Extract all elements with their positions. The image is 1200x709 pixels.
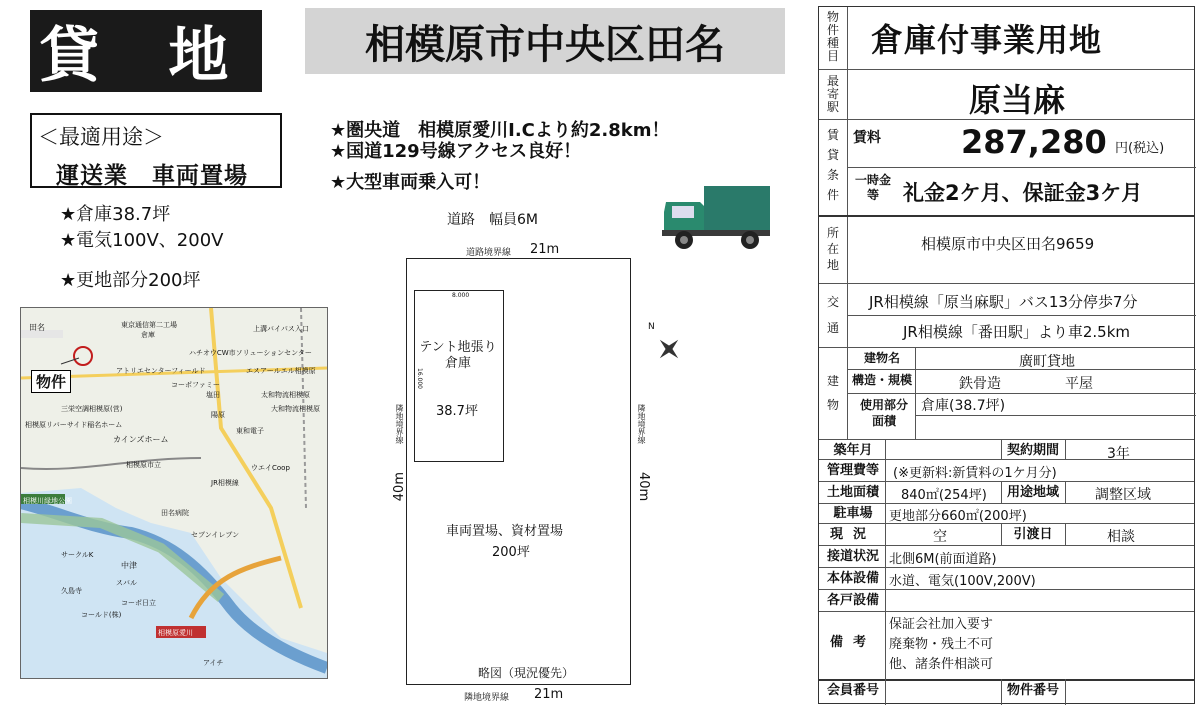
type-label: 物件種目: [826, 10, 839, 63]
warehouse-label: テント地張り倉庫: [419, 340, 497, 371]
spec-warehouse: ★倉庫38.7坪: [60, 204, 171, 225]
map-label: 東京通信第二工場: [121, 321, 177, 329]
map-label: 塩田: [206, 391, 220, 399]
map-label: 上溝バイパス入口: [253, 325, 309, 333]
handover-value: 相談: [1107, 529, 1135, 545]
traffic-label: 交通: [826, 295, 839, 335]
right-boundary-label: 隣地境界線: [637, 404, 646, 444]
bottom-boundary-label: 隣地境界線: [464, 693, 510, 703]
map-label: 田名病院: [161, 509, 189, 517]
type-value: 倉庫付事業用地: [871, 21, 1103, 59]
truck-icon: [660, 182, 772, 254]
north-label: N: [648, 322, 655, 332]
station-label: 最寄駅: [826, 74, 839, 114]
usage-area-value: 倉庫(38.7坪): [921, 398, 1006, 414]
map-label: 太和物流相模原: [261, 391, 310, 399]
road-access-value: 北側6M(前面道路): [889, 552, 997, 567]
yard-area: 200坪: [492, 545, 530, 560]
contract-value: 3年: [1107, 446, 1130, 462]
mgmt-label: 管理費等: [826, 463, 879, 478]
warehouse-width: 8.000: [452, 292, 470, 299]
property-info-panel: [818, 6, 1195, 704]
map-label: アトリエセンターフィールド: [116, 367, 206, 375]
traffic-line-2: JR相模線「番田駅」より車2.5km: [903, 323, 1131, 341]
facility-value: 水道、電気(100V,200V): [889, 574, 1036, 589]
map-label: コーポ日立: [121, 599, 156, 607]
map-label: カインズホーム: [113, 435, 169, 444]
land-area-label: 土地面積: [826, 485, 879, 500]
warehouse-height: 16.000: [416, 368, 423, 389]
north-arrow-icon: [654, 334, 684, 364]
parking-value: 更地部分660㎡(200坪): [889, 509, 1027, 524]
floors-value: 平屋: [1065, 376, 1093, 392]
map-label: サークルK: [61, 551, 94, 559]
lease-terms-label: 賃貸条件: [826, 128, 839, 202]
map-label: JR相模線: [211, 479, 239, 487]
address-value: 相模原市中央区田名9659: [921, 235, 1095, 253]
rent-unit: 円(税込): [1115, 141, 1165, 156]
status-value: 空: [933, 529, 947, 545]
building-name-label: 建物名: [863, 351, 900, 365]
top-boundary-label: 道路境界線: [466, 248, 512, 258]
best-use-box: [30, 113, 282, 188]
map-label: 相模原愛川: [158, 629, 193, 637]
listing-type-title: 貸 地: [30, 10, 262, 92]
map-label: 東和電子: [236, 427, 264, 435]
right-depth-label: 40m: [636, 472, 651, 502]
bottom-width-label: 21m: [534, 687, 564, 702]
address-label: 所在地: [826, 226, 839, 272]
map-label: セブンイレブン: [191, 531, 240, 539]
zoning-label: 用途地域: [1006, 485, 1059, 500]
contract-label: 契約期間: [1006, 443, 1059, 458]
mgmt-value: (※更新料:新賃料の1ケ月分): [893, 466, 1057, 481]
map-label: エスアールエル相模原: [246, 367, 316, 375]
structure-label: 構造・規模: [851, 373, 912, 387]
map-label: 倉庫: [141, 331, 155, 339]
map-label: 大和物流相模原: [271, 405, 320, 413]
left-boundary-label: 隣地境界線: [395, 404, 404, 444]
warehouse-rect: [414, 290, 504, 462]
onetime-label: 一時金等: [855, 173, 892, 202]
facility-label: 本体設備: [826, 571, 879, 586]
map-property-marker: 物件: [31, 370, 71, 393]
map-label: アイチ: [203, 659, 224, 667]
plan-note: 略図（現況優先）: [478, 666, 575, 680]
structure-value: 鉄骨造: [959, 376, 1001, 392]
map-label: コーポファミー: [171, 381, 220, 389]
status-label: 現況: [829, 527, 876, 542]
warehouse-area: 38.7坪: [436, 404, 478, 419]
road-access-label: 接道状況: [826, 549, 879, 564]
map-label: 中津: [121, 561, 137, 570]
map-label: 相模川緑地公園: [23, 497, 72, 505]
zoning-value: 調整区域: [1095, 487, 1151, 503]
best-use-heading: ＜最適用途＞: [38, 125, 164, 149]
area-map: [20, 307, 328, 679]
property-no-label: 物件番号: [1006, 683, 1059, 698]
building-name-value: 廣町貸地: [1019, 354, 1075, 370]
location-title: 相模原市中央区田名: [305, 8, 785, 74]
map-label: 久島寺: [61, 587, 82, 595]
feature-large-vehicle: ★大型車両乗入可！: [330, 172, 491, 193]
spec-electric: ★電気100V、200V: [60, 230, 224, 251]
rent-label: 賃料: [853, 130, 881, 146]
traffic-line-1: JR相模線「原当麻駅」バス13分停歩7分: [869, 293, 1138, 311]
feature-route129: ★国道129号線アクセス良好！: [330, 141, 582, 162]
parking-label: 駐車場: [833, 506, 873, 521]
map-label: 相模原リバーサイド稲名ホーム: [25, 421, 123, 429]
built-label: 築年月: [833, 443, 873, 458]
remark-item: 保証会社加入要す: [889, 617, 994, 632]
remark-item: 廃棄物・残土不可: [889, 637, 994, 652]
map-graphic: [21, 308, 327, 678]
rent-value: 287,280: [961, 123, 1107, 161]
map-label: スバル: [116, 579, 137, 587]
map-label: ウエイCoop: [251, 464, 290, 472]
left-depth-label: 40m: [392, 472, 407, 502]
map-label: コールド(株): [81, 611, 122, 619]
road-width-label: 道路 幅員6M: [447, 212, 538, 228]
handover-label: 引渡日: [1013, 527, 1053, 542]
map-label: 陽原: [211, 411, 225, 419]
feature-interchange: ★圏央道 相模原愛川I.Cより約2.8km！: [330, 120, 670, 141]
station-value: 原当麻: [969, 81, 1066, 119]
building-label: 建物: [826, 374, 839, 412]
top-width-label: 21m: [530, 242, 560, 257]
remark-item: 他、諸条件相談可: [889, 657, 994, 672]
map-label: ハチオウCW市ソリューションセンター: [189, 349, 312, 357]
yard-label: 車両置場、資材置場: [446, 524, 564, 539]
spec-vacant-land: ★更地部分200坪: [60, 270, 201, 291]
land-area-value: 840㎡(254坪): [901, 488, 987, 503]
best-use-value: 運送業 車両置場: [56, 163, 248, 189]
map-label: 相模原市立: [126, 461, 161, 469]
onetime-value: 礼金2ケ月、保証金3ケ月: [903, 181, 1143, 205]
remarks-label: 備考: [829, 635, 876, 650]
map-label: 三栄空調相模原(営): [61, 405, 123, 413]
member-no-label: 会員番号: [826, 683, 879, 698]
unit-facility-label: 各戸設備: [826, 593, 879, 608]
map-label: 田名: [29, 323, 45, 332]
usage-area-label: 使用部分面積: [859, 398, 908, 428]
